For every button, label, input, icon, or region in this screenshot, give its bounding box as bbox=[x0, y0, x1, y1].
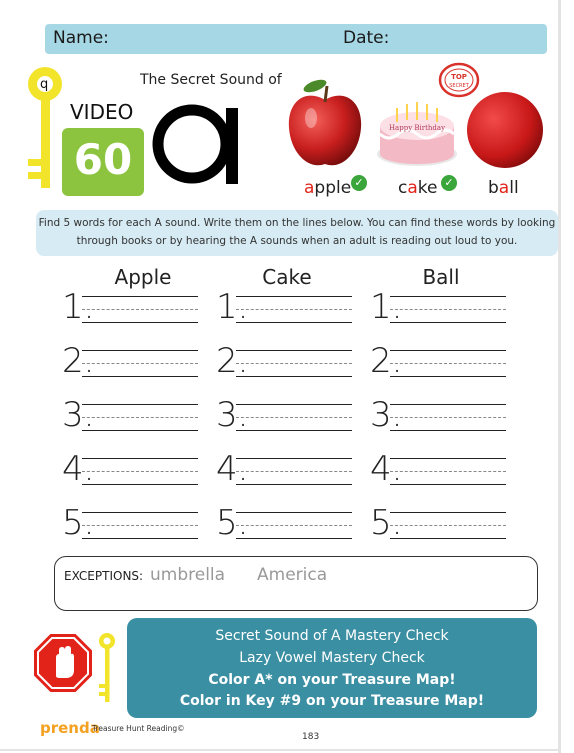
row-number: 4. bbox=[370, 449, 403, 489]
writing-line-base[interactable] bbox=[82, 484, 198, 485]
writing-line-top[interactable] bbox=[236, 458, 352, 459]
writing-line-top[interactable] bbox=[82, 404, 198, 405]
writing-line-base[interactable] bbox=[236, 430, 352, 431]
writing-line-top[interactable] bbox=[82, 512, 198, 513]
writing-line-dashed bbox=[390, 363, 506, 364]
writing-line-dashed bbox=[82, 417, 198, 418]
row-number: 2. bbox=[216, 341, 249, 381]
svg-text:TOP: TOP bbox=[451, 73, 467, 81]
writing-line-dashed bbox=[82, 309, 198, 310]
row-number: 1. bbox=[216, 287, 249, 327]
brand-text: Treasure Hunt Reading© bbox=[92, 724, 185, 733]
writing-line-dashed bbox=[236, 471, 352, 472]
instructions-line-1: Find 5 words for each A sound. Write them on the lines below. You can find these words by looking bbox=[38, 217, 556, 229]
secret-sound-title: The Secret Sound of bbox=[140, 72, 282, 88]
writing-line-base[interactable] bbox=[390, 484, 506, 485]
page-edge-bottom bbox=[0, 749, 561, 751]
row-number: 4. bbox=[216, 449, 249, 489]
ball-image bbox=[465, 90, 545, 170]
column-header-ball: Ball bbox=[422, 265, 460, 289]
cake-word: cake bbox=[398, 178, 438, 198]
writing-line-top[interactable] bbox=[236, 512, 352, 513]
writing-line-base[interactable] bbox=[390, 322, 506, 323]
writing-line-top[interactable] bbox=[82, 296, 198, 297]
row-number: 2. bbox=[370, 341, 403, 381]
writing-line-base[interactable] bbox=[82, 376, 198, 377]
prenda-logo: prenda bbox=[40, 719, 100, 737]
column-header-cake: Cake bbox=[262, 265, 312, 289]
writing-line-base[interactable] bbox=[236, 484, 352, 485]
svg-text:Happy Birthday: Happy Birthday bbox=[388, 124, 446, 132]
writing-line-base[interactable] bbox=[82, 322, 198, 323]
writing-line-dashed bbox=[82, 363, 198, 364]
writing-line-dashed bbox=[236, 525, 352, 526]
writing-line-dashed bbox=[82, 471, 198, 472]
video-label: VIDEO bbox=[70, 100, 134, 124]
writing-line-top[interactable] bbox=[390, 404, 506, 405]
apple-word: apple bbox=[304, 178, 352, 198]
writing-line-dashed bbox=[82, 525, 198, 526]
writing-line-base[interactable] bbox=[236, 538, 352, 539]
writing-line-base[interactable] bbox=[390, 376, 506, 377]
writing-line-dashed bbox=[236, 417, 352, 418]
writing-line-dashed bbox=[390, 471, 506, 472]
row-number: 2. bbox=[62, 341, 95, 381]
exceptions-label: EXCEPTIONS: bbox=[64, 569, 144, 583]
mastery-line-2: Lazy Vowel Mastery Check bbox=[239, 650, 425, 666]
secret-letter bbox=[0, 0, 1, 1]
mastery-line-1: Secret Sound of A Mastery Check bbox=[215, 628, 449, 644]
writing-line-top[interactable] bbox=[390, 350, 506, 351]
writing-line-top[interactable] bbox=[236, 404, 352, 405]
writing-line-top[interactable] bbox=[390, 296, 506, 297]
mastery-line-3: Color A* on your Treasure Map! bbox=[208, 672, 456, 688]
writing-line-top[interactable] bbox=[390, 458, 506, 459]
big-letter-a bbox=[152, 94, 244, 186]
small-key-icon bbox=[96, 632, 118, 704]
writing-line-dashed bbox=[390, 525, 506, 526]
key-letter: q bbox=[40, 77, 49, 92]
row-number: 3. bbox=[216, 395, 249, 435]
apple-image bbox=[285, 78, 365, 170]
writing-line-top[interactable] bbox=[236, 296, 352, 297]
check-icon: ✓ bbox=[351, 175, 367, 191]
writing-line-top[interactable] bbox=[390, 512, 506, 513]
check-icon: ✓ bbox=[441, 175, 457, 191]
row-number: 3. bbox=[370, 395, 403, 435]
row-number: 1. bbox=[62, 287, 95, 327]
instructions-box bbox=[36, 210, 558, 256]
writing-line-top[interactable] bbox=[82, 350, 198, 351]
mastery-line-4: Color in Key #9 on your Treasure Map! bbox=[179, 693, 485, 709]
row-number: 5. bbox=[370, 503, 403, 543]
row-number: 5. bbox=[216, 503, 249, 543]
row-number: 3. bbox=[62, 395, 95, 435]
writing-line-dashed bbox=[236, 309, 352, 310]
svg-text:SECRET: SECRET bbox=[449, 83, 469, 89]
cake-image bbox=[374, 90, 460, 170]
name-label: Name: bbox=[53, 28, 109, 48]
writing-line-base[interactable] bbox=[390, 538, 506, 539]
writing-line-base[interactable] bbox=[236, 322, 352, 323]
date-label: Date: bbox=[343, 28, 390, 48]
exception-word: America bbox=[257, 565, 328, 585]
name-date-bar bbox=[45, 24, 547, 54]
writing-line-dashed bbox=[236, 363, 352, 364]
writing-line-dashed bbox=[390, 309, 506, 310]
writing-line-base[interactable] bbox=[390, 430, 506, 431]
writing-line-top[interactable] bbox=[82, 458, 198, 459]
video-number: 60 bbox=[73, 135, 133, 184]
ball-word: ball bbox=[488, 178, 519, 198]
page-edge-right bbox=[558, 0, 561, 753]
writing-line-base[interactable] bbox=[82, 430, 198, 431]
row-number: 1. bbox=[370, 287, 403, 327]
row-number: 5. bbox=[62, 503, 95, 543]
column-header-apple: Apple bbox=[114, 265, 172, 289]
stop-hand-icon bbox=[32, 632, 94, 694]
row-number: 4. bbox=[62, 449, 95, 489]
instructions-line-2: through books or by hearing the A sounds when an adult is reading out loud to you. bbox=[76, 235, 518, 247]
writing-line-base[interactable] bbox=[82, 538, 198, 539]
writing-line-top[interactable] bbox=[236, 350, 352, 351]
writing-line-base[interactable] bbox=[236, 376, 352, 377]
writing-line-dashed bbox=[390, 417, 506, 418]
exception-word: umbrella bbox=[150, 565, 226, 585]
page-number: 183 bbox=[302, 732, 320, 742]
